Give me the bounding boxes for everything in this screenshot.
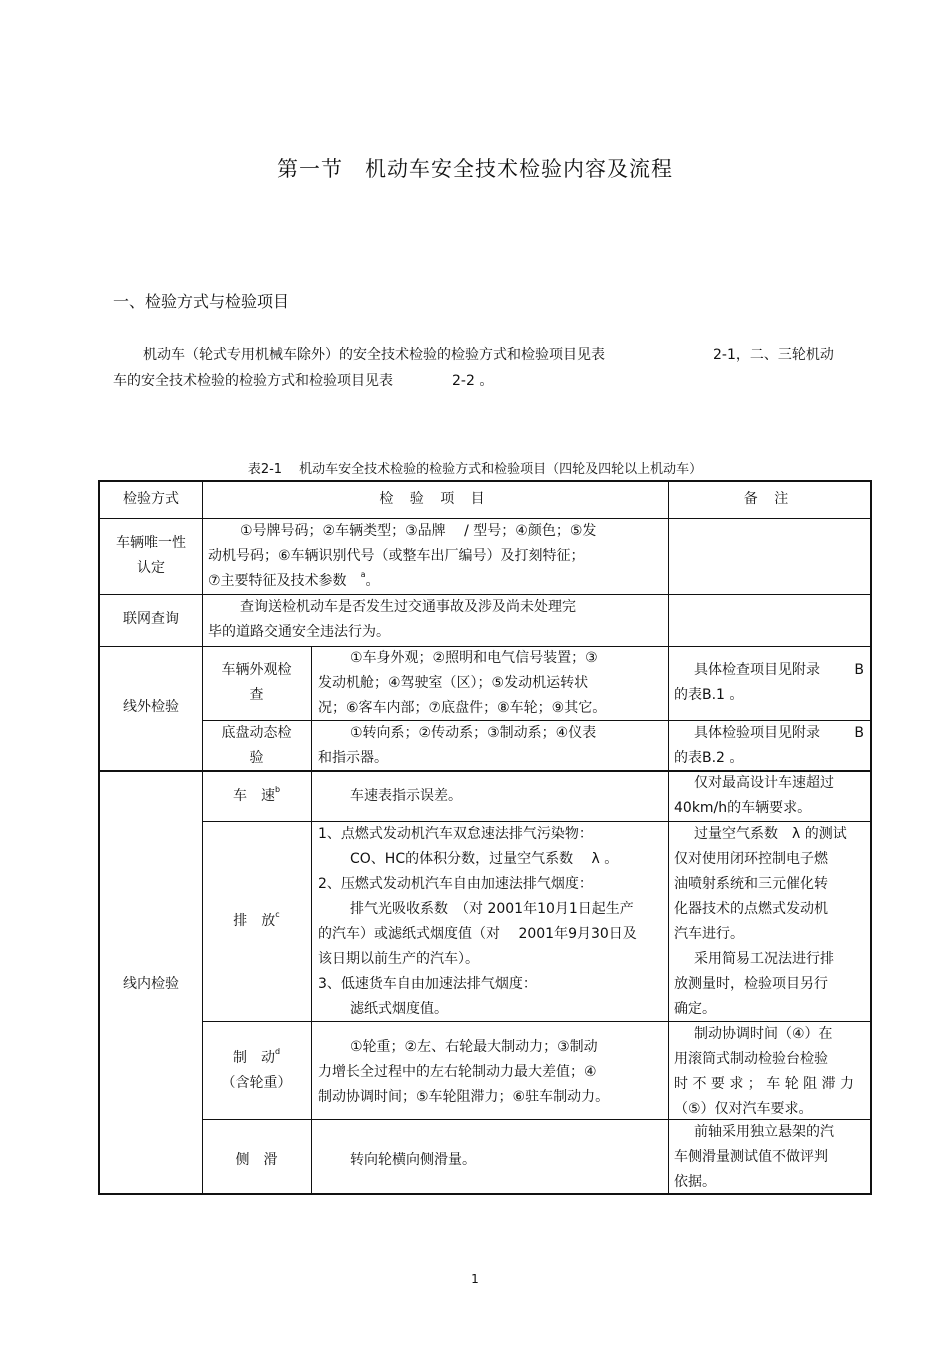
items-cell: ①转向系；②传动系；③制动系；④仪表 和指示器。 (318, 725, 597, 766)
inspection-table (98, 480, 872, 1195)
subitem-label: 底盘动态检 验 (221, 725, 292, 766)
remarks-cell: 制动协调时间（④）在 用滚筒式制动检验台检验 时 不 要 求 ； 车 轮 阻 滞 力 （⑤）仅对汽车要求。 (674, 1026, 855, 1117)
header-remarks: 备 注 (743, 491, 795, 507)
column-divider (311, 646, 312, 1193)
group-label: 线内检验 (123, 976, 179, 992)
remarks-cell: 过量空气系数 λ 的测试 仅对使用闭环控制电子燃 油喷射系统和三元催化转 化器技术的点燃式发动机 汽车进行。 采用简易工况法进行排 放测量时，检验项目另行 确定。 (674, 826, 847, 1017)
subitem-label: 车 速$^b$ (232, 785, 281, 804)
column-divider (668, 482, 669, 1193)
intro-line2-text: 车的安全技术检验的检验方式和检验项目见表 (113, 373, 393, 389)
items-cell: 转向轮横向侧滑量。 (350, 1152, 476, 1168)
header-method: 检验方式 (123, 491, 179, 507)
remarks-cell: 具体检验项目见附录 B 的表B.2 。 (674, 725, 864, 766)
items-cell: ①号牌号码；②车辆类型；③品牌 / 型号；④颜色；⑤发 动机号码；⑥车辆识别代号（或整车出厂编号）及打刻特征； ⑦主要特征及技术参数 $^a$。 (208, 523, 597, 589)
items-cell: 车速表指示误差。 (350, 788, 462, 804)
table-caption: 表2-1 机动车安全技术检验的检验方式和检验项目（四轮及四轮以上机动车） (247, 462, 703, 477)
group-label: 线外检验 (123, 699, 179, 715)
intro-line2-ref: 2-2 。 (452, 373, 494, 389)
subitem-label: 侧 滑 (235, 1152, 278, 1168)
items-cell: ①轮重；②左、右轮最大制动力；③制动 力增长全过程中的左右轮制动力最大差值；④ 制动协调时间；⑤车轮阻滞力；⑥驻车制动力。 (318, 1039, 610, 1105)
subitem-label: 车辆外观检 查 (221, 662, 292, 703)
items-cell: 查询送检机动车是否发生过交通事故及涉及尚未处理完 毕的道路交通安全违法行为。 (208, 599, 576, 640)
header-items: 检 验 项 目 (379, 491, 491, 507)
remarks-cell: 前轴采用独立悬架的汽 车侧滑量测试值不做评判 依据。 (674, 1124, 834, 1190)
section-heading: 一、检验方式与检验项目 (113, 292, 290, 311)
remarks-cell: 具体检查项目见附录 B 的表B.1 。 (674, 662, 864, 703)
items-cell: 1、点燃式发动机汽车双怠速法排气污染物： CO、HC的体积分数，过量空气系数 λ 。 2、压燃式发动机汽车自由加速法排气烟度： 排气光吸收系数 （对 2001年10月1日起生产 的汽车）或滤纸式烟度值（对 2001年9月30日及 该日期以前生产的汽车）。 3、低速货车自由加速法排气烟度： 滤纸式烟度值。 (318, 826, 637, 1017)
items-cell: ①车身外观；②照明和电气信号装置；③ 发动机舱；④驾驶室（区）；⑤发动机运转状 况；⑥客车内部；⑦底盘件；⑧车轮；⑨其它。 (318, 650, 607, 716)
method-cell: 联网查询 (123, 611, 179, 627)
subitem-label: 排 放$^c$ (233, 910, 280, 929)
intro-line1-ref: 2-1，二、三轮机动 (713, 347, 834, 363)
method-cell: 车辆唯一性 认定 (116, 535, 186, 576)
subitem-label: 制 动$^d$ （含轮重） (221, 1047, 292, 1091)
page-title: 第一节 机动车安全技术检验内容及流程 (277, 157, 673, 181)
remarks-cell: 仅对最高设计车速超过 40km/h的车辆要求。 (674, 775, 834, 816)
page-number: 1 (471, 1272, 479, 1286)
intro-line1-text: 机动车（轮式专用机械车除外）的安全技术检验的检验方式和检验项目见表 (143, 347, 605, 363)
